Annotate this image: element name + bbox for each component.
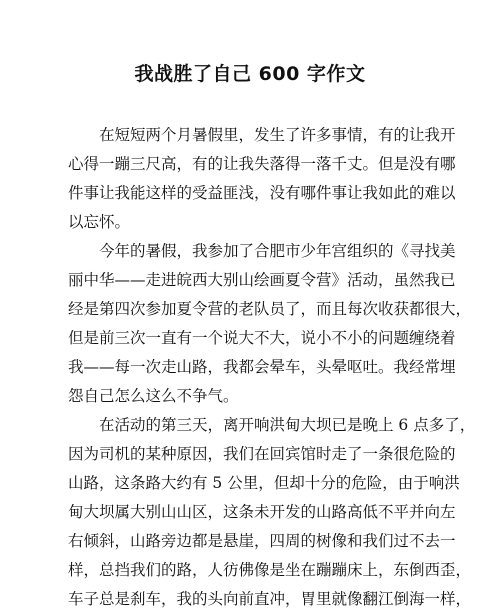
paragraph-2-line-5: 我——每一次走山路，我都会晕车，头晕呕吐。我经常埋 (68, 358, 456, 376)
paragraph-3-line-5: 右倾斜，山路旁边都是悬崖，四周的树像和我们过不去一 (68, 532, 456, 550)
paragraph-3-line-4: 甸大坝属大别山山区，这条未开发的山路高低不平并向左 (68, 503, 456, 521)
paragraph-1-line-4: 以忘怀。 (68, 213, 131, 231)
paragraph-3-line-1: 在活动的第三天，离开响洪甸大坝已是晚上 6 点多了， (99, 416, 476, 434)
paragraph-2-line-4: 但是前三次一直有一个说大不大，说小不小的问题缠绕着 (68, 329, 456, 347)
essay-title: 我战胜了自己 600 字作文 (134, 63, 366, 85)
paragraph-1-line-1: 在短短两个月暑假里，发生了许多事情，有的让我开 (99, 126, 456, 144)
paragraph-1-line-2: 心得一蹦三尺高，有的让我失落得一落千丈。但是没有哪 (68, 155, 456, 173)
paragraph-3-line-3: 山路，这条路大约有 5 公里，但却十分的危险，由于响洪 (68, 474, 460, 492)
paragraph-2-line-3: 经是第四次参加夏令营的老队员了，而且每次收获都很大， (68, 300, 472, 318)
paragraph-3-line-6: 样，总挡我们的路，人彷佛像是坐在蹦蹦床上，东倒西歪， (68, 561, 472, 579)
essay-body (68, 121, 476, 614)
paragraph-2-line-6: 怨自己怎么这么不争气。 (68, 387, 239, 405)
paragraph-3-line-7: 车子总是刹车，我的头向前直冲，胃里就像翻江倒海一样， (68, 590, 472, 608)
paragraph-3-line-2: 因为司机的某种原因，我们在回宾馆时走了一条很危险的 (68, 445, 456, 463)
paragraph-1-line-3: 件事让我能这样的受益匪浅，没有哪件事让我如此的难以 (68, 184, 456, 202)
paragraph-2-line-1: 今年的暑假，我参加了合肥市少年宫组织的《寻找美 (99, 242, 456, 260)
paragraph-2-line-2: 丽中华——走进皖西大别山绘画夏令营》活动，虽然我已 (68, 271, 456, 289)
